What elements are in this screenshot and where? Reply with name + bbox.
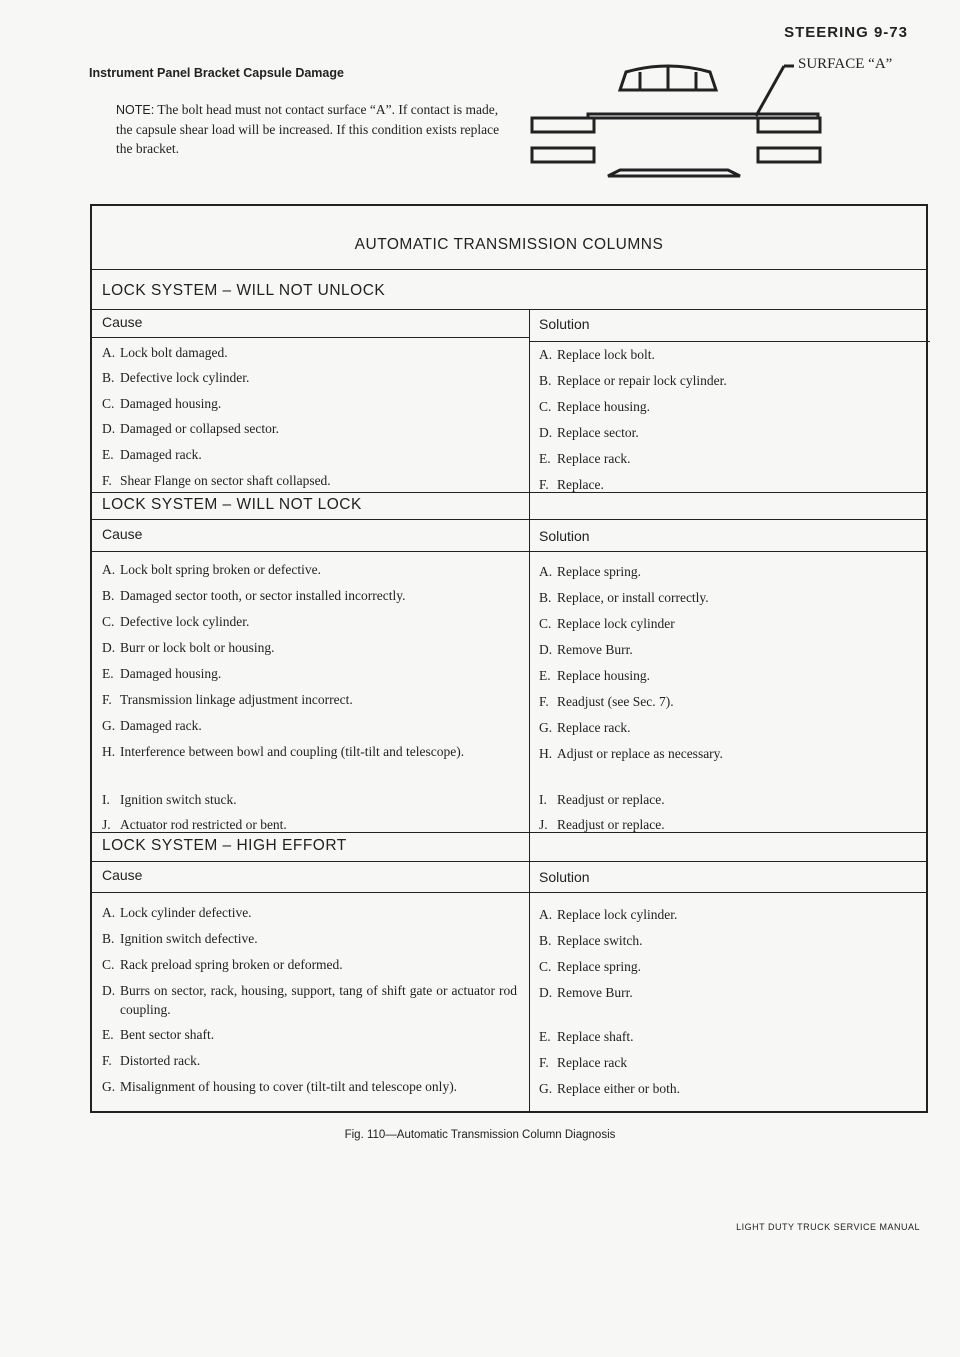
rule <box>92 337 529 338</box>
solution-header: Solution <box>539 528 590 544</box>
cause-header: Cause <box>102 314 143 330</box>
cause-item: H. Interference between bowl and coupling (tilt-tilt and telescope). <box>102 744 465 759</box>
solution-item: C. Replace spring. <box>539 959 641 974</box>
solution-item: B. Replace switch. <box>539 933 643 948</box>
cause-item: C. Rack preload spring broken or deformed. <box>102 957 343 972</box>
rule <box>92 492 926 493</box>
bracket-diagram <box>528 58 918 193</box>
rule <box>92 832 926 833</box>
solution-header: Solution <box>539 869 590 885</box>
diagnosis-table <box>90 204 928 1113</box>
note-label: NOTE: <box>116 103 155 117</box>
solution-header: Solution <box>539 316 590 332</box>
solution-item: F. Replace. <box>539 477 604 492</box>
cause-item: F. Distorted rack. <box>102 1053 201 1068</box>
cause-item: F. Shear Flange on sector shaft collapsed. <box>102 473 331 488</box>
cause-item: E. Damaged rack. <box>102 447 202 462</box>
solution-item: J. Readjust or replace. <box>539 817 665 832</box>
cause-item: A. Lock bolt spring broken or defective. <box>102 562 321 577</box>
solution-item: F. Readjust (see Sec. 7). <box>539 694 674 709</box>
cause-item: I. Ignition switch stuck. <box>102 792 237 807</box>
column-divider <box>529 309 530 1111</box>
cause-header: Cause <box>102 867 143 883</box>
surface-a-label: SURFACE “A” <box>798 56 893 72</box>
solution-item: D. Replace sector. <box>539 425 639 440</box>
solution-item: E. Replace housing. <box>539 668 650 683</box>
table-title: AUTOMATIC TRANSMISSION COLUMNS <box>354 236 664 253</box>
solution-item: D. Remove Burr. <box>539 642 633 657</box>
note-paragraph <box>116 100 506 158</box>
rule <box>92 269 926 270</box>
left-upper-plate <box>532 118 594 132</box>
right-upper-plate <box>758 118 820 132</box>
cause-item: E. Damaged housing. <box>102 666 222 681</box>
cause-item: E. Bent sector shaft. <box>102 1027 215 1042</box>
rule <box>529 341 930 342</box>
note-heading: Instrument Panel Bracket Capsule Damage <box>89 66 344 80</box>
page-footer: LIGHT DUTY TRUCK SERVICE MANUAL <box>736 1222 920 1232</box>
solution-item: B. Replace, or install correctly. <box>539 590 709 605</box>
solution-item: G. Replace either or both. <box>539 1081 680 1096</box>
rule <box>92 519 926 520</box>
bracket-diagram-drawing <box>528 58 918 193</box>
rule <box>92 309 926 310</box>
solution-item: I. Readjust or replace. <box>539 792 665 807</box>
solution-item: G. Replace rack. <box>539 720 631 735</box>
solution-item: E. Replace rack. <box>539 451 631 466</box>
solution-item: D. Remove Burr. <box>539 985 633 1000</box>
rule <box>92 861 926 862</box>
cause-item: A. Lock cylinder defective. <box>102 905 252 920</box>
solution-item: F. Replace rack <box>539 1055 628 1070</box>
left-lower-plate <box>532 148 594 162</box>
cause-item: F. Transmission linkage adjustment incorrect. <box>102 692 353 707</box>
right-lower-plate <box>758 148 820 162</box>
cause-item: G. Damaged rack. <box>102 718 202 733</box>
cause-item: G. Misalignment of housing to cover (tilt-tilt and telescope only). <box>102 1079 458 1094</box>
solution-item: A. Replace lock bolt. <box>539 347 655 362</box>
section-title: LOCK SYSTEM – WILL NOT UNLOCK <box>102 282 386 299</box>
cause-item: A. Lock bolt damaged. <box>102 345 228 360</box>
cause-item: B. Ignition switch defective. <box>102 931 258 946</box>
section-title: LOCK SYSTEM – WILL NOT LOCK <box>102 496 362 513</box>
figure-caption: Fig. 110—Automatic Transmission Column Diagnosis <box>344 1129 616 1141</box>
cause-header: Cause <box>102 526 143 542</box>
cause-item: C. Defective lock cylinder. <box>102 614 250 629</box>
page-header: STEERING 9-73 <box>784 24 908 41</box>
rule <box>92 551 926 552</box>
cause-item: J. Actuator rod restricted or bent. <box>102 817 287 832</box>
solution-item: C. Replace housing. <box>539 399 650 414</box>
cause-item: D. Damaged or collapsed sector. <box>102 421 279 436</box>
cause-item: B. Defective lock cylinder. <box>102 370 250 385</box>
cause-item: D. Burrs on sector, rack, housing, support, tang of shift gate or actuator rod coupling. <box>102 983 517 1017</box>
solution-item: A. Replace spring. <box>539 564 641 579</box>
rule <box>92 892 926 893</box>
solution-item: E. Replace shaft. <box>539 1029 634 1044</box>
section-title: LOCK SYSTEM – HIGH EFFORT <box>102 837 347 854</box>
solution-item: C. Replace lock cylinder <box>539 616 675 631</box>
cause-item: D. Burr or lock bolt or housing. <box>102 640 275 655</box>
solution-item: A. Replace lock cylinder. <box>539 907 678 922</box>
cause-item: C. Damaged housing. <box>102 396 222 411</box>
note-text: The bolt head must not contact surface “A”. If contact is made, the capsule shear load will be increased. If this condition exists replace the bracket. <box>116 102 500 156</box>
solution-item: B. Replace or repair lock cylinder. <box>539 373 727 388</box>
cause-item: B. Damaged sector tooth, or sector installed incorrectly. <box>102 588 406 603</box>
solution-item: H. Adjust or replace as necessary. <box>539 746 723 761</box>
